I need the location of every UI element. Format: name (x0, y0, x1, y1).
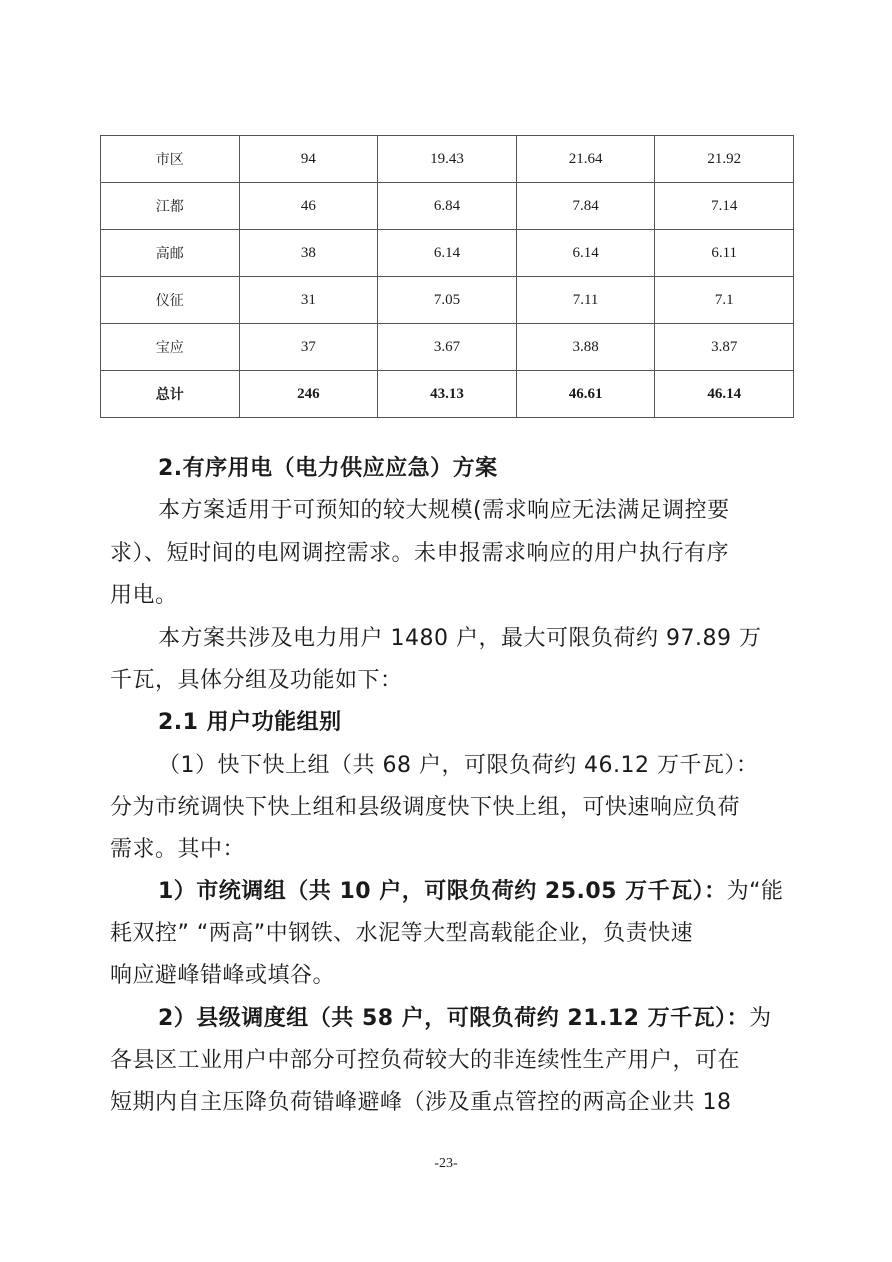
table-cell: 3.67 (378, 324, 517, 371)
load-table (100, 135, 794, 418)
page-number: -23- (434, 1156, 458, 1171)
item-label: 1）市统调组（共 10 户，可限负荷约 25.05 万千瓦）： (158, 879, 727, 904)
table-cell: 246 (239, 371, 378, 418)
section-heading: 2.有序用电（电力供应应急）方案 (158, 456, 498, 481)
table-cell: 3.88 (516, 324, 655, 371)
table-cell: 7.84 (516, 183, 655, 230)
item-text: 为 (749, 1006, 772, 1031)
table-cell: 6.84 (378, 183, 517, 230)
table-cell: 19.43 (378, 136, 517, 183)
table-cell: 31 (239, 277, 378, 324)
paragraph-line: 分为市统调快下快上组和县级调度快下快上组，可快速响应负荷 (110, 795, 741, 820)
paragraph-line: 需求。其中： (110, 837, 246, 862)
paragraph-line: 千瓦，具体分组及功能如下： (110, 668, 403, 693)
table-cell: 46.14 (655, 371, 794, 418)
table-row-total (101, 371, 794, 418)
table-cell-region: 仪征 (101, 277, 240, 324)
table-cell: 37 (239, 324, 378, 371)
paragraph-line (158, 999, 818, 1039)
table-cell: 7.11 (516, 277, 655, 324)
table-row (101, 277, 794, 324)
paragraph-line: 求）、短时间的电网调控需求。未申报需求响应的用户执行有序 (110, 541, 730, 566)
table-row (101, 136, 794, 183)
paragraph-line: 耗双控” “两高”中钢铁、水泥等大型高载能企业，负责快速 (110, 921, 694, 946)
table-cell-region: 市区 (101, 136, 240, 183)
table-cell: 21.92 (655, 136, 794, 183)
paragraph-line: 响应避峰错峰或填谷。 (110, 963, 336, 988)
item-text: 为“能 (726, 879, 784, 904)
table-cell: 43.13 (378, 371, 517, 418)
table-cell-region: 高邮 (101, 230, 240, 277)
table-row (101, 230, 794, 277)
table-cell-region: 宝应 (101, 324, 240, 371)
table-cell: 6.14 (378, 230, 517, 277)
paragraph-line: 本方案共涉及电力用户 1480 户，最大可限负荷约 97.89 万 (158, 626, 762, 651)
item-label: 2）县级调度组（共 58 户，可限负荷约 21.12 万千瓦）： (158, 1006, 750, 1031)
table-cell-region: 总计 (101, 371, 240, 418)
paragraph-line (158, 872, 818, 912)
table-row (101, 183, 794, 230)
paragraph-line: 短期内自主压降负荷错峰避峰（涉及重点管控的两高企业共 18 (110, 1090, 732, 1115)
table-cell: 46 (239, 183, 378, 230)
table-cell: 46.61 (516, 371, 655, 418)
subsection-heading: 2.1 用户功能组别 (158, 710, 342, 735)
table-cell: 7.05 (378, 277, 517, 324)
table-cell: 38 (239, 230, 378, 277)
table-cell: 7.14 (655, 183, 794, 230)
table-cell: 3.87 (655, 324, 794, 371)
paragraph-line: 用电。 (110, 583, 178, 608)
table-cell: 94 (239, 136, 378, 183)
table-cell-region: 江都 (101, 183, 240, 230)
table-cell: 7.1 (655, 277, 794, 324)
table-row (101, 324, 794, 371)
table-cell: 6.11 (655, 230, 794, 277)
paragraph-line: 本方案适用于可预知的较大规模(需求响应无法满足调控要 (158, 498, 730, 523)
table-cell: 21.64 (516, 136, 655, 183)
paragraph-line: （1）快下快上组（共 68 户，可限负荷约 46.12 万千瓦）： (158, 753, 759, 778)
table-cell: 6.14 (516, 230, 655, 277)
paragraph-line: 各县区工业用户中部分可控负荷较大的非连续性生产用户，可在 (110, 1048, 741, 1073)
